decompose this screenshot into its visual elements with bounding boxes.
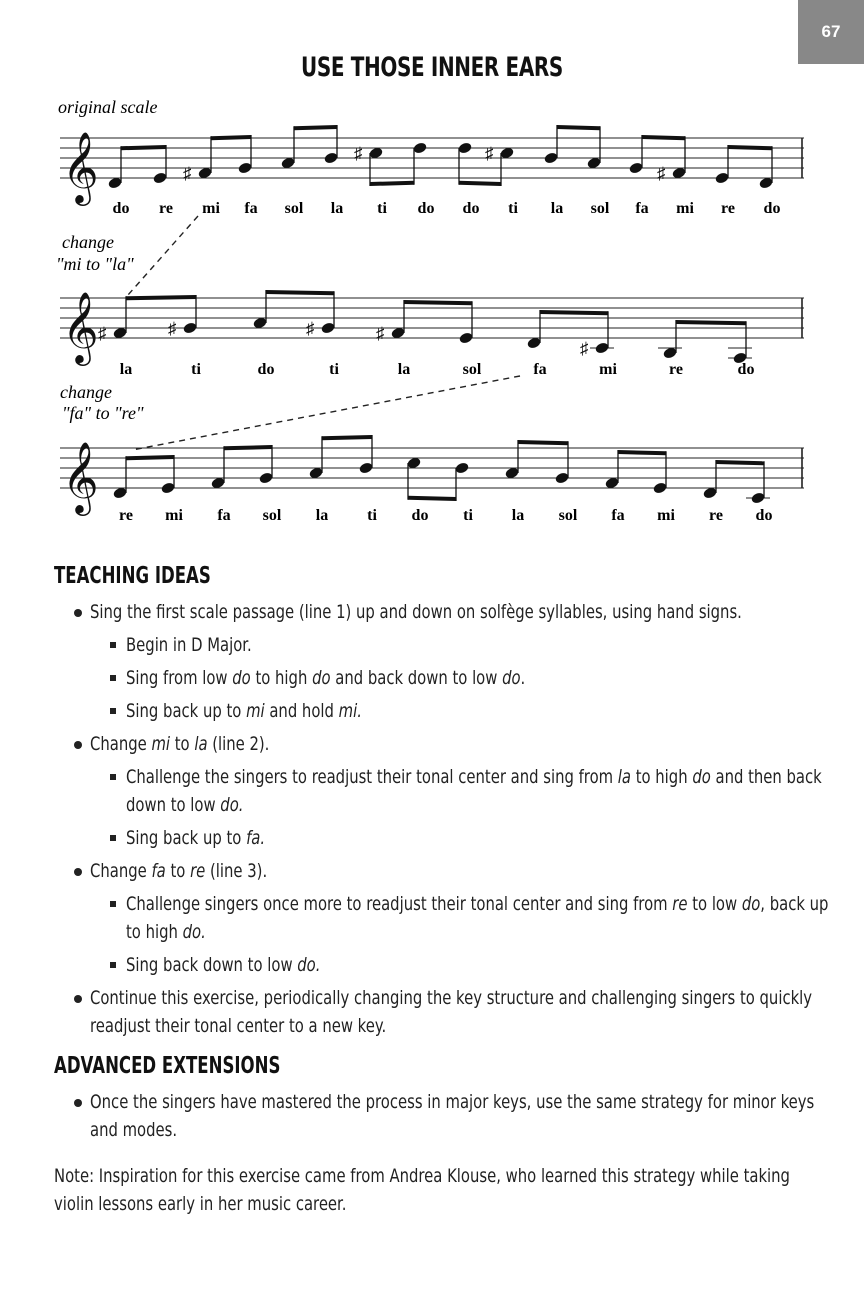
caption-change-mi-1: change bbox=[62, 232, 114, 252]
italic-term: do bbox=[741, 893, 761, 915]
sharp-sign: ♯ bbox=[657, 164, 666, 183]
text-run: Sing back up to bbox=[126, 700, 247, 722]
text-run: Challenge singers once more to readjust their tonal center and sing from bbox=[126, 893, 673, 915]
solfege-syllable: sol bbox=[590, 200, 610, 217]
bullet-square-icon bbox=[110, 675, 116, 681]
solfege-syllable: la bbox=[330, 200, 344, 217]
italic-term: do bbox=[312, 667, 331, 689]
bullet-text bbox=[126, 791, 243, 819]
text-run: to high bbox=[126, 921, 183, 943]
sharp-sign: ♯ bbox=[183, 164, 192, 183]
solfege-syllable: la bbox=[397, 361, 411, 378]
bullet-dot-icon bbox=[74, 609, 82, 617]
bullet-text bbox=[90, 598, 742, 626]
italic-term: do bbox=[692, 766, 711, 788]
solfege-syllable: fa bbox=[611, 507, 625, 524]
italic-term: do bbox=[502, 667, 521, 689]
bullet-text bbox=[126, 918, 206, 946]
treble-clef-icon: 𝄞 bbox=[62, 444, 99, 512]
text-run: Begin in D Major. bbox=[126, 634, 252, 656]
sharp-sign: ♯ bbox=[98, 324, 107, 343]
italic-term: fa. bbox=[246, 827, 266, 849]
note-beam bbox=[404, 300, 472, 305]
solfege-syllable: ti bbox=[329, 361, 339, 378]
text-run: Sing the first scale passage (line 1) up and down on solfège syllables, using hand signs. bbox=[90, 601, 742, 623]
text-run: Challenge the singers to readjust their tonal center and sing from bbox=[126, 766, 618, 788]
solfege-syllable: do bbox=[112, 200, 130, 217]
teaching-ideas-heading: TEACHING IDEAS bbox=[54, 563, 211, 589]
text-run: and hold bbox=[264, 700, 339, 722]
treble-clef-icon: 𝄞 bbox=[62, 134, 99, 202]
solfege-syllable: sol bbox=[558, 507, 578, 524]
text-run: (line 2). bbox=[207, 733, 270, 755]
solfege-syllable: re bbox=[721, 200, 735, 217]
note-beam bbox=[716, 460, 764, 465]
solfege-syllable: mi bbox=[202, 200, 220, 217]
sharp-sign: ♯ bbox=[168, 319, 177, 338]
text-run: and then back bbox=[710, 766, 822, 788]
text-run: to high bbox=[630, 766, 693, 788]
text-run: to high bbox=[250, 667, 313, 689]
text-run: Once the singers have mastered the process in major keys, use the same strategy for minor keys bbox=[90, 1091, 815, 1113]
text-run: Change bbox=[90, 733, 152, 755]
bullet-text bbox=[126, 631, 252, 659]
text-run: and back down to low bbox=[330, 667, 503, 689]
solfege-syllable: re bbox=[669, 361, 683, 378]
text-run: down to low bbox=[126, 794, 221, 816]
advanced-extensions-heading: ADVANCED EXTENSIONS bbox=[54, 1053, 281, 1079]
italic-term: do bbox=[232, 667, 251, 689]
note-beam bbox=[224, 445, 272, 450]
bullet-text bbox=[126, 664, 525, 692]
note-beam bbox=[266, 290, 334, 295]
bullet-text bbox=[90, 730, 269, 758]
solfege-syllable: fa bbox=[217, 507, 231, 524]
note-beam bbox=[676, 320, 746, 325]
text-run: to bbox=[170, 733, 195, 755]
text-run: , back up bbox=[760, 893, 829, 915]
italic-term: mi bbox=[246, 700, 265, 722]
note-beam bbox=[126, 295, 196, 300]
solfege-syllable: mi bbox=[165, 507, 183, 524]
bullet-text bbox=[126, 890, 828, 918]
solfege-syllable: do bbox=[462, 200, 480, 217]
note-beam bbox=[322, 435, 372, 440]
bullet-text bbox=[126, 951, 320, 979]
text-run: Continue this exercise, periodically changing the key structure and challenging singers to quickly bbox=[90, 987, 813, 1009]
bullet-text bbox=[90, 857, 267, 885]
caption-change-fa-2: "fa" to "re" bbox=[62, 403, 144, 423]
caption-change-fa-1: change bbox=[60, 382, 112, 402]
text-run: Sing from low bbox=[126, 667, 233, 689]
treble-clef-icon: 𝄞 bbox=[62, 294, 99, 362]
bullet-square-icon bbox=[110, 901, 116, 907]
solfege-syllable: do bbox=[417, 200, 435, 217]
solfege-syllable: ti bbox=[377, 200, 387, 217]
sharp-sign: ♯ bbox=[485, 144, 494, 163]
note-beam bbox=[211, 135, 251, 140]
sharp-sign: ♯ bbox=[306, 319, 315, 338]
solfege-syllable: ti bbox=[463, 507, 473, 524]
note-beam bbox=[540, 310, 608, 315]
solfege-syllable: do bbox=[755, 507, 773, 524]
solfege-staves bbox=[0, 90, 864, 530]
italic-term: fa bbox=[151, 860, 166, 882]
solfege-syllable: fa bbox=[244, 200, 258, 217]
italic-term: la bbox=[194, 733, 208, 755]
solfege-syllable: mi bbox=[599, 361, 617, 378]
note-beam bbox=[642, 135, 685, 140]
text-run: . bbox=[520, 667, 526, 689]
italic-term: re bbox=[190, 860, 206, 882]
note-beam bbox=[370, 181, 414, 186]
page-title: USE THOSE INNER EARS bbox=[301, 52, 563, 83]
sharp-sign: ♯ bbox=[580, 339, 589, 358]
text-run: to low bbox=[687, 893, 742, 915]
bullet-dot-icon bbox=[74, 1099, 82, 1107]
solfege-syllable: ti bbox=[367, 507, 377, 524]
solfege-syllable: sol bbox=[462, 361, 482, 378]
bullet-dot-icon bbox=[74, 741, 82, 749]
solfege-syllable: fa bbox=[533, 361, 547, 378]
caption-original-scale: original scale bbox=[58, 97, 158, 117]
italic-term: do. bbox=[297, 954, 321, 976]
bullet-text bbox=[90, 1116, 177, 1144]
footnote-line-1: Note: Inspiration for this exercise came from Andrea Klouse, who learned this strategy while taking bbox=[54, 1165, 790, 1187]
note-beam bbox=[728, 145, 772, 150]
bullet-dot-icon bbox=[74, 995, 82, 1003]
solfege-syllable: re bbox=[709, 507, 723, 524]
solfege-syllable: fa bbox=[635, 200, 649, 217]
text-run: readjust their tonal center to a new key. bbox=[90, 1015, 387, 1037]
text-run: Change bbox=[90, 860, 152, 882]
solfege-syllable: sol bbox=[262, 507, 282, 524]
text-run: Sing back up to bbox=[126, 827, 247, 849]
note-beam bbox=[618, 450, 666, 455]
solfege-syllable: do bbox=[411, 507, 429, 524]
bullet-square-icon bbox=[110, 835, 116, 841]
bullet-square-icon bbox=[110, 962, 116, 968]
italic-term: do. bbox=[182, 921, 206, 943]
italic-term: mi bbox=[151, 733, 171, 755]
solfege-syllable: la bbox=[315, 507, 329, 524]
solfege-syllable: ti bbox=[191, 361, 201, 378]
bullet-dot-icon bbox=[74, 868, 82, 876]
note-beam bbox=[518, 440, 568, 445]
caption-change-mi-2: "mi to "la" bbox=[56, 254, 134, 274]
bullet-square-icon bbox=[110, 774, 116, 780]
italic-term: la bbox=[617, 766, 631, 788]
text-run: (line 3). bbox=[205, 860, 268, 882]
solfege-syllable: re bbox=[159, 200, 173, 217]
bullet-square-icon bbox=[110, 642, 116, 648]
text-run: Sing back down to low bbox=[126, 954, 298, 976]
note-beam bbox=[121, 145, 166, 150]
solfege-syllable: la bbox=[550, 200, 564, 217]
bullet-text bbox=[126, 763, 822, 791]
note-beam bbox=[126, 455, 174, 460]
bullet-text bbox=[90, 1088, 814, 1116]
solfege-syllable: sol bbox=[284, 200, 304, 217]
solfege-syllable: mi bbox=[657, 507, 675, 524]
footnote-line-2: violin lessons early in her music career. bbox=[54, 1193, 347, 1215]
bullet-text bbox=[90, 984, 812, 1012]
solfege-syllable: la bbox=[511, 507, 525, 524]
text-run: to bbox=[165, 860, 191, 882]
note-beam bbox=[294, 125, 337, 130]
solfege-syllable: do bbox=[257, 361, 275, 378]
italic-term: mi. bbox=[338, 700, 362, 722]
bullet-text bbox=[126, 824, 265, 852]
dashed-link-mi bbox=[128, 216, 198, 295]
page-number: 67 bbox=[798, 0, 864, 64]
solfege-syllable: ti bbox=[508, 200, 518, 217]
solfege-syllable: re bbox=[119, 507, 133, 524]
bullet-square-icon bbox=[110, 708, 116, 714]
bullet-text bbox=[90, 1012, 386, 1040]
solfege-syllable: do bbox=[737, 361, 755, 378]
italic-term: do. bbox=[220, 794, 244, 816]
sharp-sign: ♯ bbox=[376, 324, 385, 343]
text-run: and modes. bbox=[90, 1119, 178, 1141]
solfege-syllable: mi bbox=[676, 200, 694, 217]
solfege-syllable: la bbox=[119, 361, 133, 378]
italic-term: re bbox=[672, 893, 688, 915]
note-beam bbox=[557, 125, 600, 130]
solfege-syllable: do bbox=[763, 200, 781, 217]
sharp-sign: ♯ bbox=[354, 144, 363, 163]
bullet-text bbox=[126, 697, 362, 725]
note-beam bbox=[459, 181, 501, 186]
note-beam bbox=[408, 496, 456, 501]
